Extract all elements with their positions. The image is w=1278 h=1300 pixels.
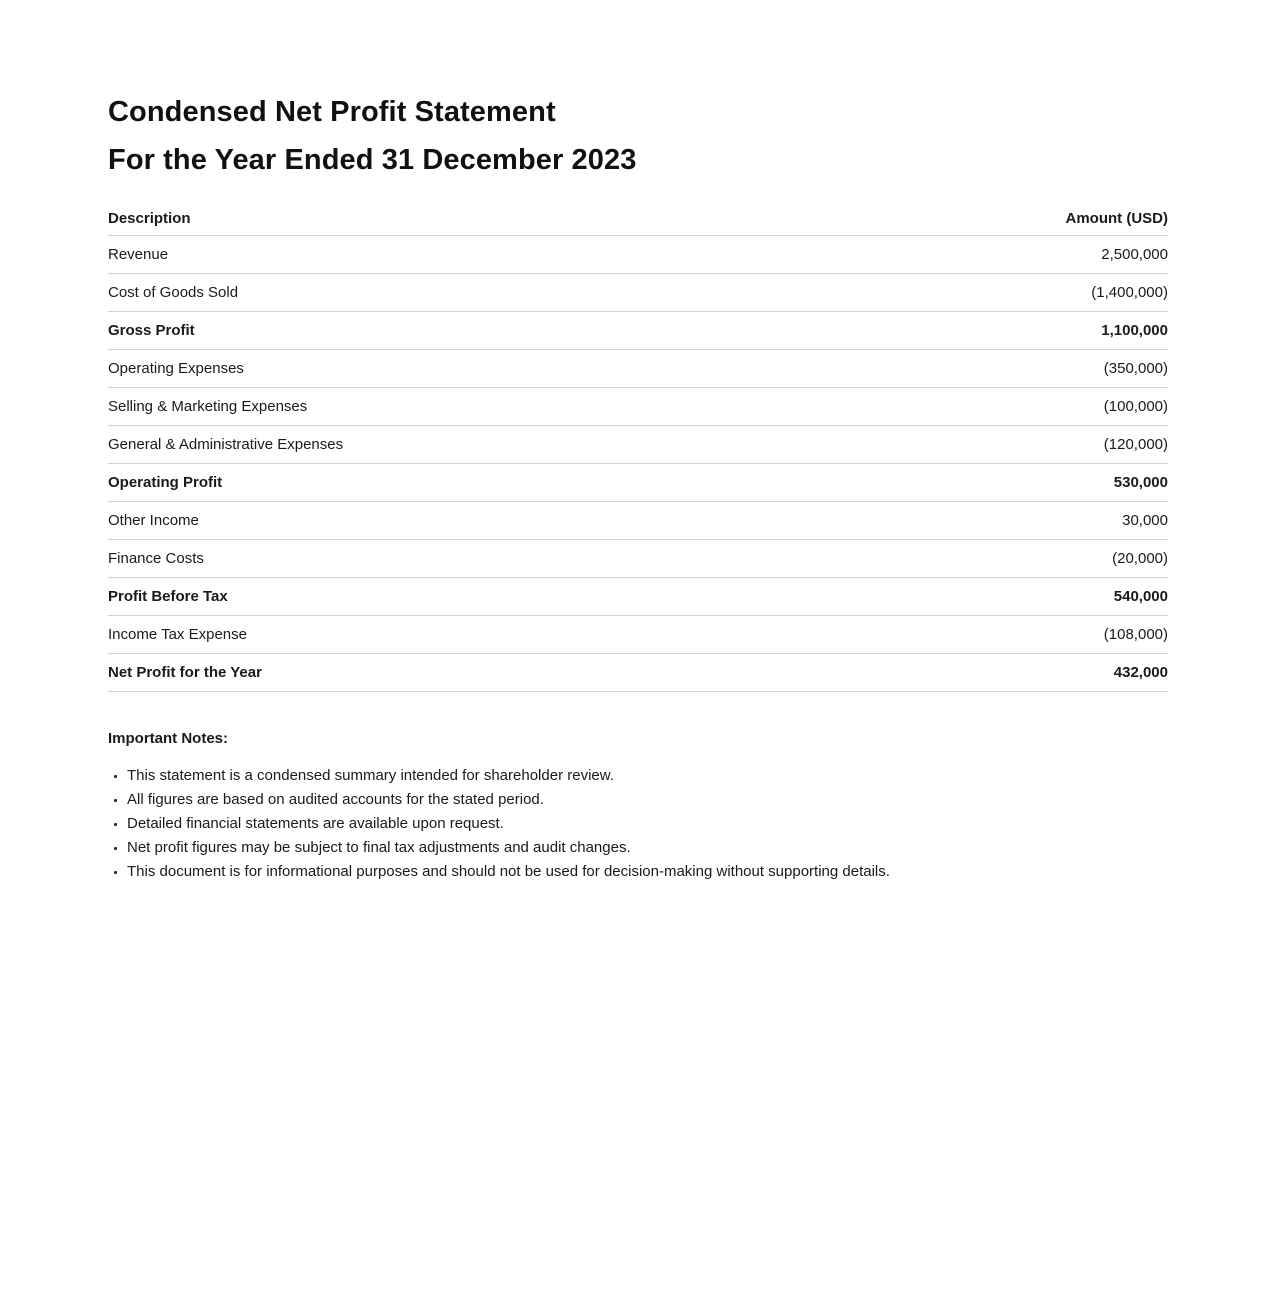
row-amount: 540,000 — [1113, 588, 1168, 605]
row-amount: 2,500,000 — [1101, 246, 1168, 263]
row-amount: 530,000 — [1113, 474, 1168, 491]
row-description: Finance Costs — [108, 550, 204, 567]
note-item: • This document is for informational purposes and should not be used for decision-making without supporting details. — [127, 860, 1168, 884]
table-row — [108, 464, 1168, 502]
table-row — [108, 388, 1168, 426]
table-row — [108, 426, 1168, 464]
table-row — [108, 654, 1168, 692]
table-header-row — [108, 202, 1168, 236]
row-amount: (120,000) — [1103, 436, 1168, 453]
table-row — [108, 274, 1168, 312]
table-row — [108, 540, 1168, 578]
notes-section — [108, 730, 1168, 884]
row-description: General & Administrative Expenses — [108, 436, 344, 453]
table-row — [108, 502, 1168, 540]
column-header-description: Description — [108, 210, 191, 227]
document-title-line2: For the Year Ended 31 December 2023 — [108, 144, 637, 176]
row-description: Operating Expenses — [108, 360, 244, 377]
net-profit-table — [108, 202, 1168, 692]
table-row — [108, 578, 1168, 616]
table-row — [108, 236, 1168, 274]
table-row — [108, 312, 1168, 350]
row-description: Revenue — [108, 246, 169, 263]
row-amount: 1,100,000 — [1101, 322, 1168, 339]
notes-list — [108, 764, 1168, 884]
row-description: Cost of Goods Sold — [108, 284, 239, 301]
row-description: Other Income — [108, 512, 199, 529]
note-item: • Net profit figures may be subject to final tax adjustments and audit changes. — [127, 836, 1168, 860]
row-amount: (1,400,000) — [1091, 284, 1168, 301]
table-row — [108, 350, 1168, 388]
row-amount: 432,000 — [1113, 664, 1168, 681]
row-description: Operating Profit — [108, 474, 223, 491]
row-amount: (108,000) — [1103, 626, 1168, 643]
row-description: Gross Profit — [108, 322, 195, 339]
row-description: Selling & Marketing Expenses — [108, 398, 308, 415]
notes-heading: Important Notes: — [108, 730, 228, 747]
row-amount: (350,000) — [1103, 360, 1168, 377]
note-item: • All figures are based on audited accounts for the stated period. — [127, 788, 1168, 812]
row-description: Profit Before Tax — [108, 588, 228, 605]
table-body — [108, 236, 1168, 692]
row-description: Net Profit for the Year — [108, 664, 262, 681]
row-amount: (100,000) — [1103, 398, 1168, 415]
note-item: • This statement is a condensed summary intended for shareholder review. — [127, 764, 1168, 788]
column-header-amount: Amount (USD) — [1065, 210, 1168, 227]
document-title-line1: Condensed Net Profit Statement — [108, 96, 556, 128]
row-description: Income Tax Expense — [108, 626, 247, 643]
row-amount: 30,000 — [1122, 512, 1168, 529]
table-row — [108, 616, 1168, 654]
note-item: • Detailed financial statements are available upon request. — [127, 812, 1168, 836]
row-amount: (20,000) — [1112, 550, 1168, 567]
